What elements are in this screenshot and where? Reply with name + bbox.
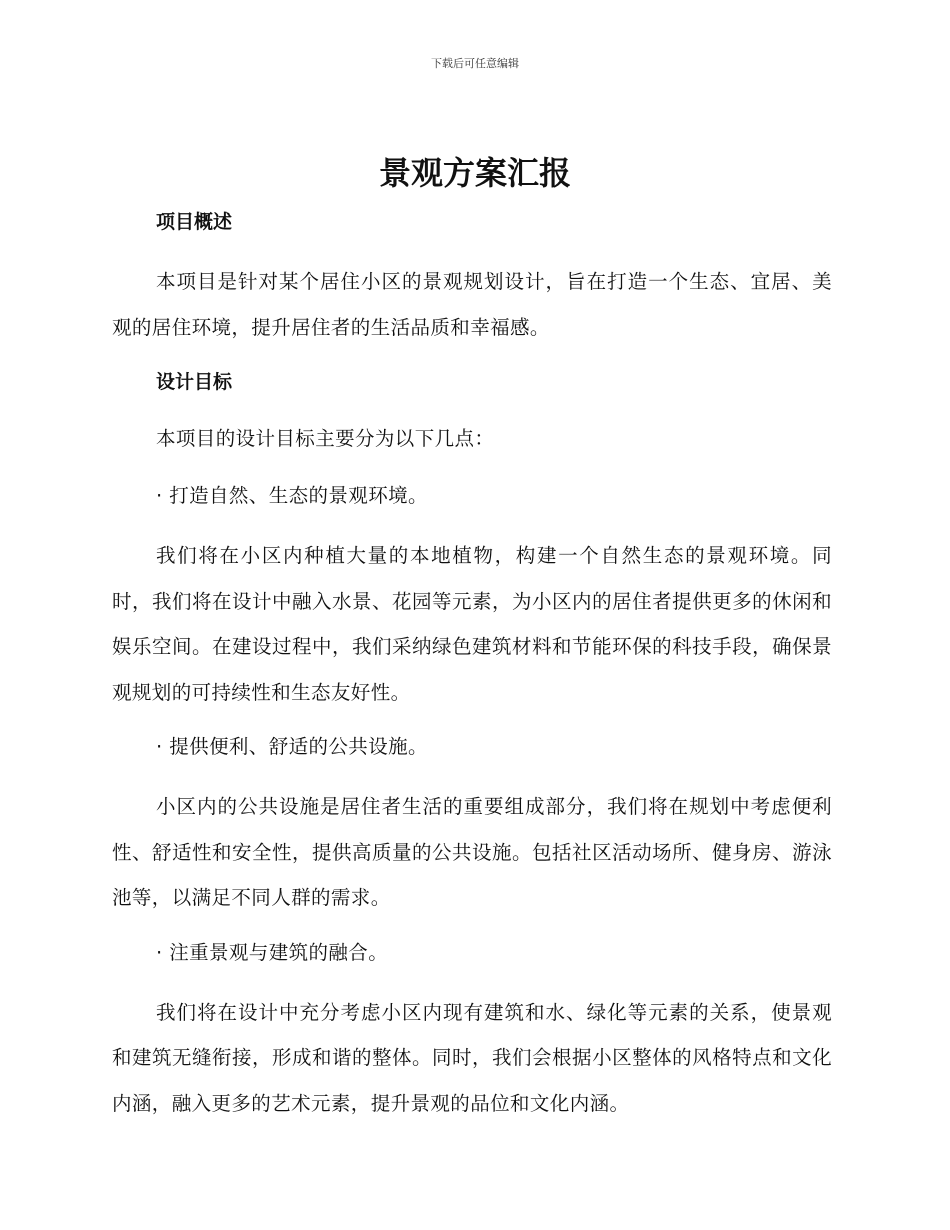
goals-intro: 本项目的设计目标主要分为以下几点： bbox=[156, 427, 495, 450]
section-heading-goals: 设计目标 bbox=[156, 371, 233, 393]
goal-paragraph-3: 我们将在设计中充分考虑小区内现有建筑和水、绿化等元素的关系，使景观和建筑无缝衔接，形成和谐的整体。同时，我们会根据小区整体的风格特点和文化内涵，融入更多的艺术元素，提升景观的品位和文化内涵。 bbox=[112, 1000, 832, 1115]
goal-paragraph-2: 小区内的公共设施是居住者生活的重要组成部分，我们将在规划中考虑便利性、舒适性和安全性，提供高质量的公共设施。包括社区活动场所、健身房、游泳池等，以满足不同人群的需求。 bbox=[112, 795, 832, 909]
goal-bullet-1: · 打造自然、生态的景观环境。 bbox=[156, 484, 428, 507]
document-title: 景观方案汇报 bbox=[378, 154, 571, 192]
goal-paragraph-1: 我们将在小区内种植大量的本地植物，构建一个自然生态的景观环境。同时，我们将在设计中融入水景、花园等元素，为小区内的居住者提供更多的休闲和娱乐空间。在建设过程中，我们采纳绿色建筑材料和节能环保的科技手段，确保景观规划的可持续性和生态友好性。 bbox=[112, 544, 832, 704]
header-note: 下载后可任意编辑 bbox=[431, 57, 519, 70]
overview-paragraph: 本项目是针对某个居住小区的景观规划设计，旨在打造一个生态、宜居、美观的居住环境，提升居住者的生活品质和幸福感。 bbox=[112, 270, 832, 339]
document-body bbox=[112, 202, 832, 1138]
goal-bullet-2: · 提供便利、舒适的公共设施。 bbox=[156, 735, 428, 758]
section-heading-overview: 项目概述 bbox=[156, 211, 233, 233]
goal-bullet-3: · 注重景观与建筑的融合。 bbox=[156, 940, 389, 964]
